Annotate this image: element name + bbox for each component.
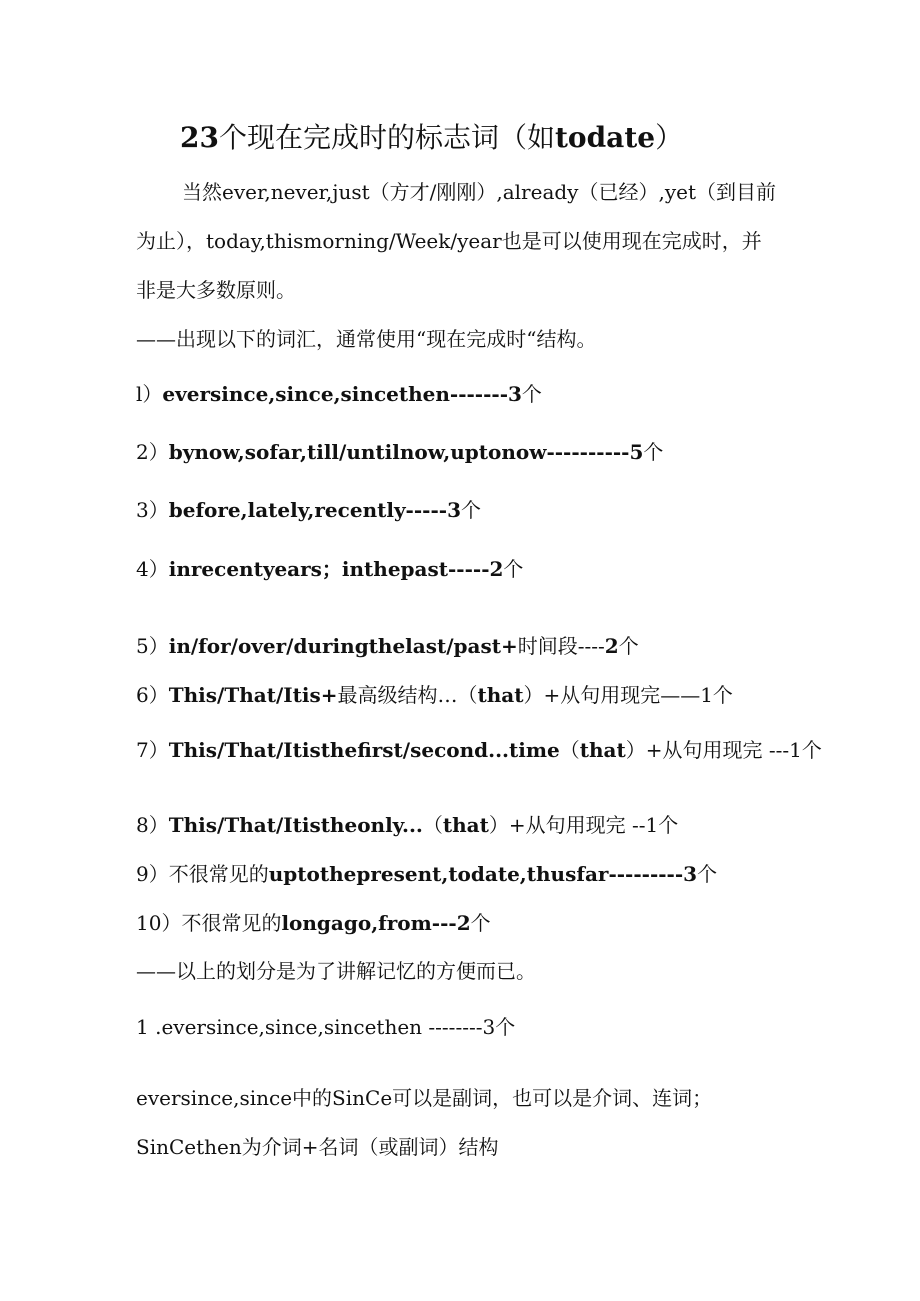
rule-item-2 [136, 438, 663, 466]
page-title [180, 120, 683, 156]
rule-suffix: 个 [643, 440, 664, 464]
rule-keywords: This/That/Itis+ [168, 683, 338, 707]
rule-keywords-2: that [579, 738, 626, 762]
rule-suffix: ）+从句用现完 ---1个 [625, 738, 822, 762]
rule-item-6 [136, 681, 733, 709]
rule-suffix: ）+从句用现完——1个 [523, 683, 733, 707]
rule-item-8 [136, 811, 678, 839]
rule-keywords: longago,from---2 [281, 911, 471, 935]
rule-middle: （ [559, 738, 580, 762]
rule-item-1 [136, 380, 542, 408]
rule-keywords: uptothepresent,todate,thusfar---------3 [268, 862, 698, 886]
body-line-2: SinCethen为介词+名词（或副词）结构 [136, 1135, 499, 1159]
rule-suffix: 个 [697, 862, 718, 886]
rule-prefix: 10）不很常见的 [136, 911, 282, 935]
rule-prefix: 9）不很常见的 [136, 862, 269, 886]
rule-keywords: before,lately,recently-----3 [168, 498, 461, 522]
rule-suffix: 个 [618, 634, 639, 658]
rule-keywords: eversince,since,sincethen-------3 [162, 382, 522, 406]
rule-prefix: 4） [136, 557, 169, 581]
rule-prefix: 8） [136, 813, 169, 837]
title-number: 23 [180, 121, 219, 154]
rule-prefix: 7） [136, 738, 169, 762]
rule-item-9 [136, 860, 717, 888]
title-text: 个现在完成时的标志词（如 [218, 121, 555, 154]
rule-keywords: This/That/Itisthefirst/second...time [168, 738, 560, 762]
rule-item-4 [136, 555, 523, 583]
rule-keywords-2: that [477, 683, 524, 707]
rule-prefix: 5） [136, 634, 169, 658]
intro-line-2: 为止），today,thismorning/Week/year也是可以使用现在完成时，并 [136, 229, 762, 253]
rule-prefix: 2） [136, 440, 169, 464]
rule-prefix: 6） [136, 683, 169, 707]
title-close: ） [655, 121, 684, 154]
body-line-1: eversince,since中的SinCe可以是副词，也可以是介词、连词； [136, 1086, 713, 1110]
rule-keywords: in/for/over/duringthelast/past+ [168, 634, 518, 658]
intro-line-1: 当然ever,never,just（方才/刚刚）,already（已经）,yet（到目前 [182, 180, 777, 204]
rule-keywords: inrecentyears；inthepast-----2 [168, 557, 504, 581]
summary-note: ——以上的划分是为了讲解记忆的方便而已。 [136, 959, 536, 983]
rule-item-3 [136, 496, 481, 524]
rule-keywords: This/That/Itistheonly... [168, 813, 423, 837]
rule-middle: （ [422, 813, 443, 837]
rule-suffix: 个 [503, 557, 524, 581]
rule-middle: 时间段---- [517, 634, 605, 658]
rule-suffix: 个 [521, 382, 542, 406]
intro-line-4: ——出现以下的词汇，通常使用“现在完成时“结构。 [136, 327, 597, 351]
rule-prefix: l） [136, 382, 163, 406]
rule-suffix: 个 [470, 911, 491, 935]
rule-item-7 [136, 736, 822, 764]
rule-keywords-2: 2 [604, 634, 619, 658]
rule-prefix: 3） [136, 498, 169, 522]
rule-keywords: bynow,sofar,till/untilnow,uptonow----------5 [168, 440, 644, 464]
intro-line-3: 非是大多数原则。 [136, 278, 296, 302]
section-heading: 1 .eversince,since,sincethen --------3个 [136, 1015, 516, 1039]
rule-suffix: ）+从句用现完 --1个 [488, 813, 679, 837]
rule-item-10 [136, 909, 491, 937]
title-word: todate [554, 121, 656, 154]
rule-item-5 [136, 632, 639, 660]
rule-keywords-2: that [442, 813, 489, 837]
rule-middle: 最高级结构…（ [337, 683, 478, 707]
rule-suffix: 个 [460, 498, 481, 522]
